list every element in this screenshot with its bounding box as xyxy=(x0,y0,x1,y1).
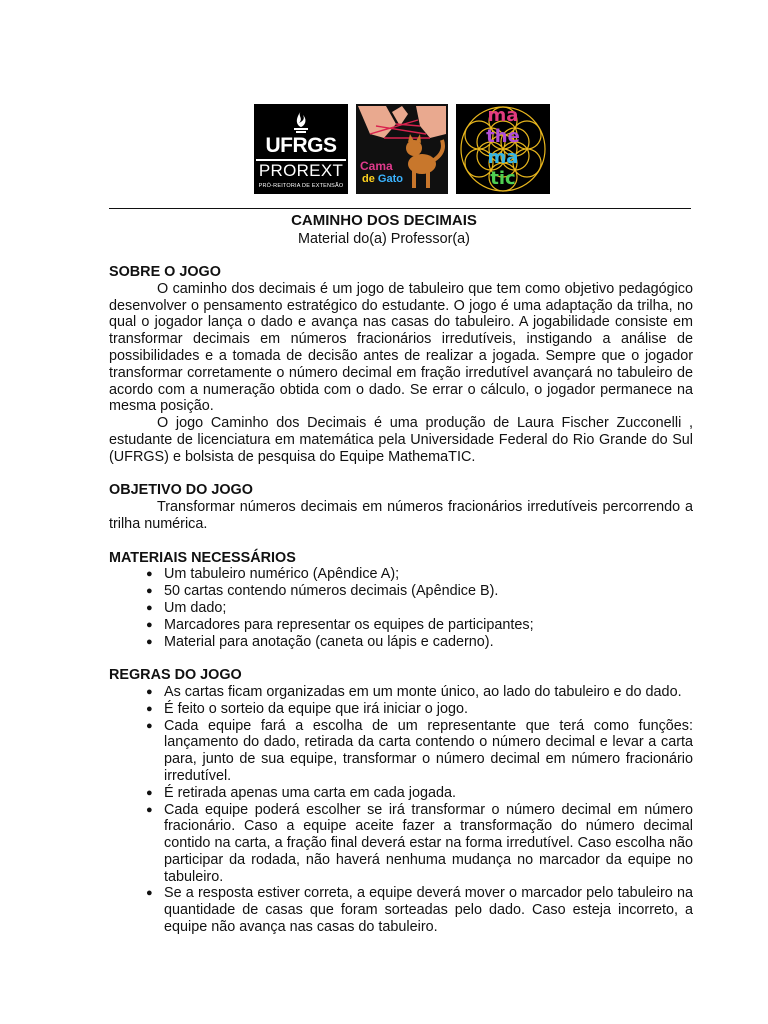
gato-text: Gato xyxy=(377,173,403,185)
section-heading-regras: REGRAS DO JOGO xyxy=(109,667,242,684)
prorext-wordmark: PROREXT xyxy=(258,161,344,180)
section-heading-sobre: SOBRE O JOGO xyxy=(109,264,221,280)
document-body xyxy=(109,264,693,936)
cama-de-gato-logo xyxy=(356,104,448,194)
flame-icon xyxy=(288,110,314,136)
section-heading-objetivo: OBJETIVO DO JOGO xyxy=(109,482,253,499)
ufrgs-wordmark: UFRGS xyxy=(265,134,337,157)
mathematic-logo xyxy=(456,104,550,194)
list-item: ● Cada equipe poderá escolher se irá transformar o número decimal em número fracionário. Caso a equipe aceite fazer a transformação do número decimal contido na carta, a fração final deverá estar na forma irredutível. Caso escolha não participar da rodada, não haverá nenhuma mudança no marcador da equipe no tabuleiro. xyxy=(164,802,693,886)
list-item: ● É feito o sorteio da equipe que irá iniciar o jogo. xyxy=(164,701,693,718)
prorext-caption: PRÓ-REITORIA DE EXTENSÃO xyxy=(258,183,344,189)
ma2-wordmark: ma xyxy=(487,147,519,168)
ma-wordmark: ma xyxy=(487,105,519,126)
list-item: ● As cartas ficam organizadas em um monte único, ao lado do tabuleiro e do dado. xyxy=(164,684,693,701)
list-item: ● Material para anotação (caneta ou lápis e caderno). xyxy=(164,634,693,651)
paragraph-sobre-1: O caminho dos decimais é um jogo de tabuleiro que tem como objetivo pedagógico desenvolver o pensamento estratégico do estudante. O jogo é uma adaptação da trilha, no qual o jogador lança o dado e avança nas casas do tabuleiro. A jogabilidade consiste em transformar decimais em números fracionários irredutíveis, instigando a análise de possibilidades e a tomada de decisão antes de realizar a jogada. Sempre que o jogador transformar corretamente o número decimal em fração irredutível avançará no tabuleiro de acordo com a numeração obtida com o dado. Se errar o cálculo, o jogador permanece na mesma posição. xyxy=(109,280,693,415)
list-item: ● 50 cartas contendo números decimais (Apêndice B). xyxy=(164,583,693,600)
spacer xyxy=(109,533,693,550)
the-wordmark: the xyxy=(486,126,520,147)
page-title: CAMINHO DOS DECIMAIS xyxy=(291,212,477,229)
page-subtitle: Material do(a) Professor(a) xyxy=(298,231,470,247)
de-text: de xyxy=(362,173,375,185)
cama-wordmark: Cama xyxy=(360,159,393,173)
spacer xyxy=(109,650,693,667)
de-gato-wordmark xyxy=(362,173,403,185)
ufrgs-prorext-logo xyxy=(254,104,348,194)
tic-wordmark: tic xyxy=(490,168,516,189)
spacer xyxy=(109,466,693,483)
regras-list xyxy=(109,684,693,936)
header-rule xyxy=(109,208,691,209)
list-item: ● Se a resposta estiver correta, a equipe deverá mover o marcador pelo tabuleiro na quantidade de casas que foram sorteadas pelo dado. Caso esteja incorreto, a equipe não avança nas casas do tabuleiro. xyxy=(164,885,693,935)
paragraph-objetivo: Transformar números decimais em números fracionários irredutíveis percorrendo a trilha numérica. xyxy=(109,499,693,532)
logo-strip xyxy=(254,104,550,194)
list-item: ● Um dado; xyxy=(164,600,693,617)
list-item: ● Um tabuleiro numérico (Apêndice A); xyxy=(164,566,693,583)
list-item: ● É retirada apenas uma carta em cada jogada. xyxy=(164,785,693,802)
list-item: ● Cada equipe fará a escolha de um representante que terá como funções: lançamento do dado, retirada da carta contendo o número decimal e levar a carta para, junto de sua equipe, transformar o número decimal em número fracionário irredutível. xyxy=(164,718,693,785)
list-item: ● Marcadores para representar os equipes de participantes; xyxy=(164,617,693,634)
paragraph-sobre-2: O jogo Caminho dos Decimais é uma produção de Laura Fischer Zucconelli , estudante de licenciatura em matemática pela Universidade Federal do Rio Grande do Sul (UFRGS) e bolsista de pesquisa do Equipe MathemaTIC. xyxy=(109,415,693,465)
materiais-list xyxy=(109,566,693,650)
section-heading-materiais: MATERIAIS NECESSÁRIOS xyxy=(109,549,296,566)
